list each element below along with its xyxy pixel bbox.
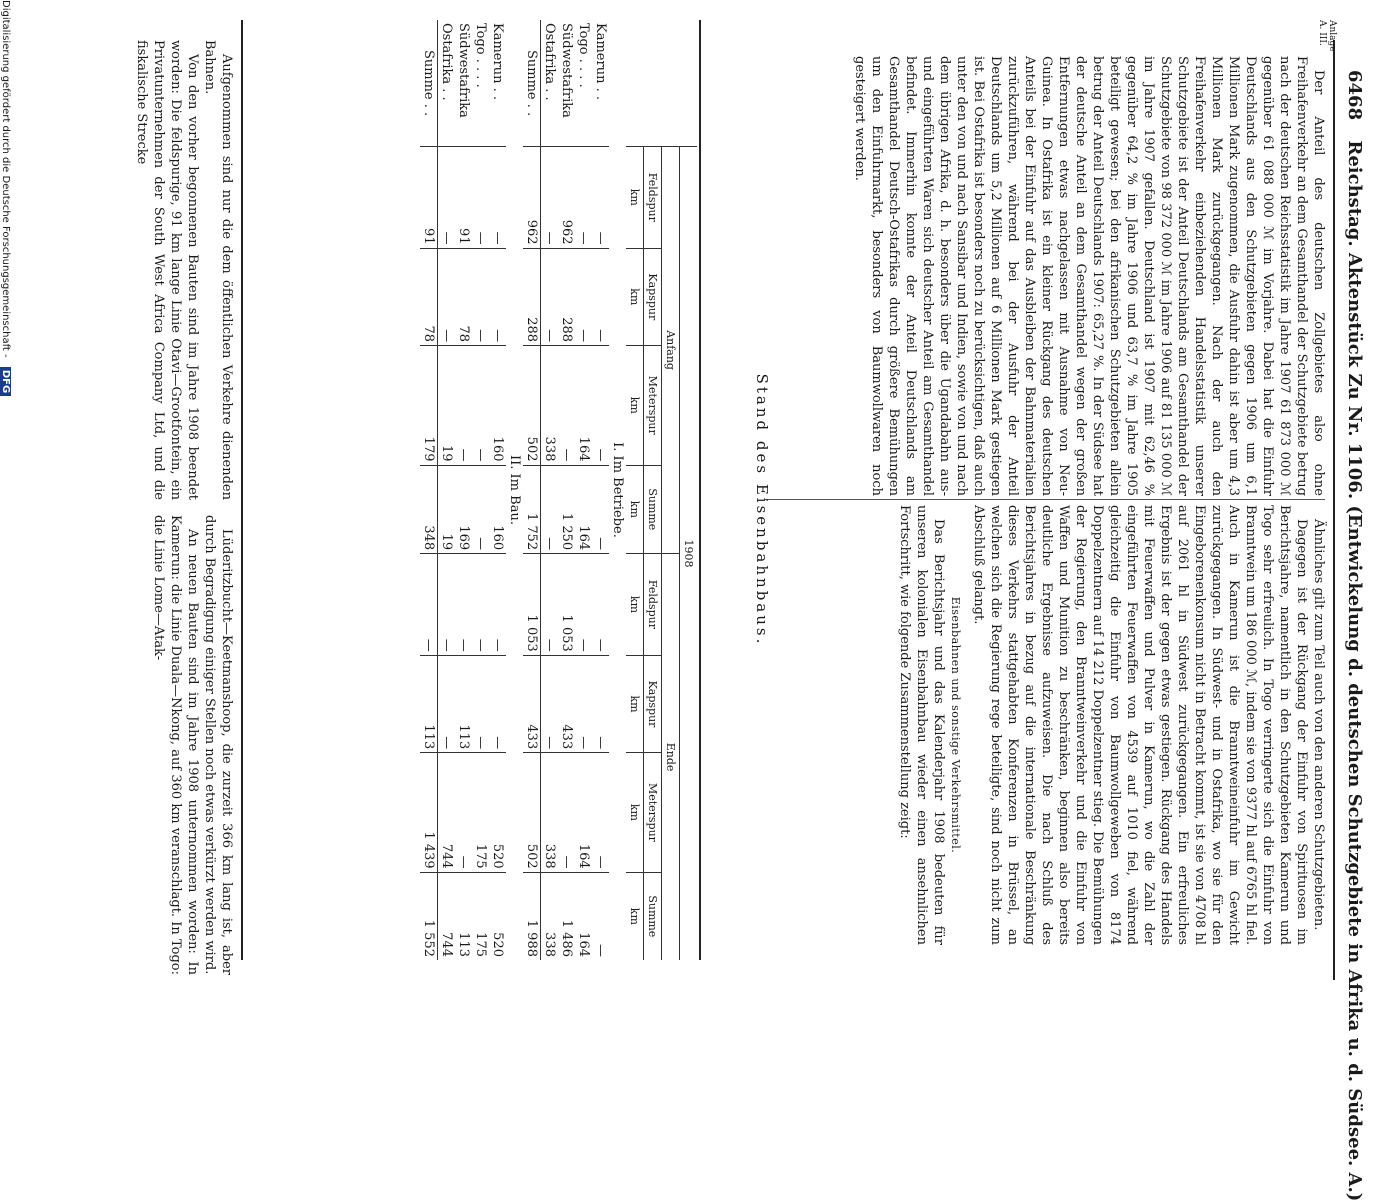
table-cell: 1 053 xyxy=(558,554,575,656)
page-number: 6468 xyxy=(1344,70,1365,121)
table-top-rule xyxy=(699,20,701,960)
table-cell: — xyxy=(455,346,472,465)
table-cell: — xyxy=(472,248,489,345)
table-cell: — xyxy=(472,554,489,656)
table-cell: — xyxy=(558,753,575,872)
table-cell: 113 xyxy=(420,655,438,752)
paragraph: Dagegen ist der Rückgang der Einfuhr von Spirituosen im Berichtsjahre, namentlich in den Schutzgebieten Kamerun und Togo sehr erfreulich. In Togo verringerte sich die Einfuhr von Branntwein um 186 000 ℳ, indem sie von 9377 hl auf 6765 hl fiel. Auch in Kamerun ist die Branntweineinfuhr im Gewicht zurückgegangen. In Südwest- und in Ostafrika, wo sie für den Eingeborenenkonsum nicht in Betracht kommt, ist sie von 4708 hl auf 2061 hl in Südwest zurückgegangen. Ein erfreuliches Ergebnis ist der gegen etwas gestiegen. Rückgang des Handels mit Feuerwaffen und Pulver in Kamerun, wo die Zahl der eingeführten Feuerwaffen von 4539 auf 1010 fiel, während gleichzeitig die Einfuhr von Baumwollgeweben von 8174 Doppelzentnern auf 14 212 Doppelzentner stieg. Die Bemühungen der Regierung, den Branntweinverkehr und die Einfuhr von Waffen und Munition zu beschränken, beginnen also bereits deutliche Ergebnisse aufzuweisen. Die nach Schluß des Berichtsjahres in bezug auf die internationale Beschränkung dieses Verkehrs stattgehabten Konferenzen in Brüssel, an welchen sich die Regierung rege beteiligte, sind noch nicht zum Abschluß gelangt. xyxy=(971,505,1309,945)
table-cell: 433 xyxy=(558,655,575,752)
table-cell: 962 xyxy=(523,147,541,249)
column-header: Feldspur xyxy=(644,554,662,656)
year-heading: 1908 xyxy=(680,147,698,961)
bottom-left-column xyxy=(133,40,235,500)
table-cell: — xyxy=(472,655,489,752)
table-cell: 1 053 xyxy=(523,554,541,656)
header-rule xyxy=(1333,40,1335,980)
column-header: Kapspur xyxy=(644,248,662,345)
unit-label: km xyxy=(626,346,644,465)
table-cell: 1 250 xyxy=(558,465,575,554)
table-row xyxy=(558,20,575,960)
table-cell: 744 xyxy=(438,753,456,872)
table-cell: 288 xyxy=(558,248,575,345)
table-row xyxy=(472,20,489,960)
margin-annotation: Anlage A. III. xyxy=(1317,20,1337,52)
table-cell: — xyxy=(575,248,592,345)
table-cell: — xyxy=(455,554,472,656)
table-sum-row xyxy=(523,20,541,960)
table-cell: 433 xyxy=(523,655,541,752)
table-cell: 1 552 xyxy=(420,872,438,960)
table-cell: — xyxy=(541,147,559,249)
unit-label: km xyxy=(626,248,644,345)
table-cell: — xyxy=(489,554,506,656)
table-cell: 502 xyxy=(523,346,541,465)
row-label: Summe . . xyxy=(420,20,438,147)
table-row xyxy=(455,20,472,960)
table-cell: 164 xyxy=(575,465,592,554)
table-row xyxy=(489,20,506,960)
table-cell: — xyxy=(489,248,506,345)
corner-cell xyxy=(644,20,698,147)
unit-label: km xyxy=(626,147,644,249)
table-cell: — xyxy=(592,554,609,656)
table-cell: 348 xyxy=(420,465,438,554)
column-header: Feldspur xyxy=(644,147,662,249)
table-cell: 1 988 xyxy=(523,872,541,960)
table-cell: 338 xyxy=(541,753,559,872)
table-cell: — xyxy=(489,147,506,249)
table-cell: 520 xyxy=(489,753,506,872)
paragraph: Lüderitzbucht—Keetmanshoop, die zurzeit 366 km lang ist, aber durch Begradigung einiger Stellen noch etwas verkürzt werden wird. xyxy=(202,515,234,975)
right-text-column xyxy=(896,505,1327,945)
table-cell: — xyxy=(592,655,609,752)
row-label: Togo . . . . xyxy=(576,23,591,88)
table-cell: — xyxy=(575,554,592,656)
column-header: Summe xyxy=(644,872,662,960)
table-cell: 78 xyxy=(420,248,438,345)
table-cell: — xyxy=(541,465,559,554)
column-header: Kapspur xyxy=(644,655,662,752)
table-cell: 91 xyxy=(420,147,438,249)
table-cell: 338 xyxy=(541,872,559,960)
table-sum-row xyxy=(420,20,438,960)
table-cell: — xyxy=(592,346,609,465)
digitization-footer xyxy=(0,0,11,1000)
unit-spacer xyxy=(626,20,644,147)
table-cell: 502 xyxy=(523,753,541,872)
row-label: Südwestafrika xyxy=(456,23,471,118)
unit-label: km xyxy=(626,753,644,872)
table-cell: 744 xyxy=(438,872,456,960)
paragraph: Von den vorher begonnenen Bauten sind im Jahre 1908 beendet worden: Die feldspurige, 91 km lange Linie Otavi—Grootfontein, ein Privatunternehmen der South West Africa Company Ltd, und die fiskalische Strecke xyxy=(134,40,200,500)
unit-label: km xyxy=(626,655,644,752)
table-cell: 164 xyxy=(575,753,592,872)
table-cell: — xyxy=(472,346,489,465)
table-cell: 1 752 xyxy=(523,465,541,554)
row-label: Kamerun . . xyxy=(593,23,608,100)
footer-text: Digitalisierung gefördert durch die Deutsche Forschungsgemeinschaft - xyxy=(0,0,11,358)
table-cell: — xyxy=(558,346,575,465)
section-heading: II. Im Bau. xyxy=(507,455,522,525)
column-header: Meterspur xyxy=(644,346,662,465)
table-cell: — xyxy=(541,655,559,752)
bottom-right-column xyxy=(150,515,235,975)
table-cell: — xyxy=(489,655,506,752)
table-cell: 160 xyxy=(489,346,506,465)
group-end-heading: Ende xyxy=(662,554,680,960)
dfg-logo: DFG xyxy=(0,367,11,396)
table-cell: 164 xyxy=(575,872,592,960)
paragraph: Aufgenommen sind nur die dem öffentlichen Verkehre dienenden Bahnen. xyxy=(202,40,234,500)
table-cell: 1 439 xyxy=(420,753,438,872)
table-cell: 179 xyxy=(420,346,438,465)
table-cell: — xyxy=(592,465,609,554)
row-label: Südwestafrika xyxy=(559,23,574,118)
table-cell: — xyxy=(438,554,456,656)
table-row xyxy=(541,20,559,960)
table-cell: — xyxy=(541,554,559,656)
table-cell: — xyxy=(420,554,438,656)
table-body xyxy=(420,20,626,960)
table-cell: — xyxy=(592,248,609,345)
table-cell: 175 xyxy=(472,872,489,960)
table-cell: — xyxy=(592,872,609,960)
paragraph: Ähnliches gilt zum Teil auch von den anderen Schutzgebieten. xyxy=(1311,519,1326,931)
page-title: Reichstag. Aktenstück Zu Nr. 1106. (Entwickelung d. deutschen Schutzgebiete in Afrika u. d. Südsee. A.) xyxy=(1344,140,1365,1201)
table-cell: 164 xyxy=(575,346,592,465)
table-cell: 175 xyxy=(472,753,489,872)
table-cell: 19 xyxy=(438,465,456,554)
table-cell: — xyxy=(472,147,489,249)
table-cell: — xyxy=(438,248,456,345)
railway-table xyxy=(420,20,697,960)
unit-label: km xyxy=(626,554,644,656)
row-label: Ostafrika . . xyxy=(542,23,557,101)
row-label: Ostafrika . . xyxy=(439,23,454,101)
paragraph: Das Berichtsjahr und das Kalenderjahr 1908 bedeuten für unseren kolonialen Eisenbahnbau wieder einen ansehnlichen Fortschritt, wie folgende Zusammenstellung zeigt: xyxy=(897,505,946,945)
table-cell: — xyxy=(438,147,456,249)
table-cell: 91 xyxy=(455,147,472,249)
column-header: Summe xyxy=(644,465,662,554)
table-title: Stand des Eisenbahnbaus. xyxy=(753,373,771,647)
table-cell: — xyxy=(472,465,489,554)
column-header: Meterspur xyxy=(644,753,662,872)
table-cell: 19 xyxy=(438,346,456,465)
table-cell: — xyxy=(575,655,592,752)
table-row xyxy=(575,20,592,960)
row-label: Kamerun . . xyxy=(490,23,505,100)
table-cell: 113 xyxy=(455,872,472,960)
paragraph: Der Anteil des deutschen Zollgebietes also ohne Freihafenverkehr an dem Gesamthandel der Schutzgebiete betrug nach der deutschen Reichsstatistik im Jahre 1907 61 873 000 ℳ gegenüber 61 088 000 ℳ im Vorjahre. Dabei hat die Einfuhr Deutschlands aus den Schutzgebieten gegen 1906 um 6,1 Millionen Mark zugenommen, die Ausfuhr dahin ist aber um 4,3 Millionen Mark zurückgegangen. Nach der auch den Freihafenverkehr einbeziehenden Handelsstatistik unserer Schutzgebiete ist der Anteil Deutschlands am Gesamthandel der Schutzgebiete von 98 372 000 ℳ im Jahre 1906 auf 81 135 000 ℳ im Jahre 1907 gefallen. Deutschland ist 1907 mit 62,46 % gegenüber 64,2 % im Jahre 1906 und 63,7 % im Jahre 1905 beteiligt gewesen; bei den afrikanischen Schutzgebieten allein betrug der Anteil Deutschlands 1907: 65,27 %. In der Südsee hat der deutsche Anteil an dem Gesamthandel wegen der großen Entfernungen etwas nachgelassen mit Ausnahme von Neu-Guinea. In Ostafrika ist ein kleiner Rückgang des deutschen Anteils bei der Einfuhr auf das Ausbleiben der Bahnmaterialien zurückzuführen, während bei der Ausfuhr der Anteil Deutschlands um 5,2 Millionen auf 6 Millionen Mark gestiegen ist. Bei Ostafrika ist besonders noch zu berücksichtigen, daß auch unter den von und nach Sansibar und Indien, sowie von und nach dem übrigen Afrika, d. h. besonders über die Ugandabahn aus- und eingeführten Waren sich deutscher Anteil am Gesamthandel befindet. Immerhin konnte der Anteil Deutschlands am Gesamthandel Deutsch-Ostafrikas durch größere Bemühungen um den Einfuhrmarkt, besonders von Baumwollwaren noch gesteigert werden. xyxy=(852,56,1326,496)
table-cell: 160 xyxy=(489,465,506,554)
section-heading: I. Im Betriebe. xyxy=(610,442,625,538)
table-cell: 78 xyxy=(455,248,472,345)
table-cell: — xyxy=(541,248,559,345)
table-cell: 288 xyxy=(523,248,541,345)
unit-label: km xyxy=(626,872,644,960)
table-cell: — xyxy=(455,753,472,872)
table-cell: — xyxy=(575,147,592,249)
group-start-heading: Anfang xyxy=(662,147,680,554)
table-cell: — xyxy=(592,147,609,249)
table-cell: 338 xyxy=(541,346,559,465)
section-subheading: Eisenbahnen und sonstige Verkehrsmittel. xyxy=(949,596,962,854)
table-cell: — xyxy=(438,655,456,752)
table-cell: — xyxy=(592,753,609,872)
unit-label: km xyxy=(626,465,644,554)
table-row xyxy=(592,20,609,960)
left-text-column xyxy=(851,56,1327,496)
table-cell: 1 486 xyxy=(558,872,575,960)
paragraph: An neuen Bauten sind im Jahre 1908 unternommen worden: In Kamerun: die Linie Duala—Nkong, auf 360 km veranschlagt. In Togo: die Linie Lome—Atak- xyxy=(151,515,200,975)
table-cell: 169 xyxy=(455,465,472,554)
table-cell: 962 xyxy=(558,147,575,249)
table-cell: 113 xyxy=(455,655,472,752)
row-label: Summe . . xyxy=(523,20,541,147)
table-cell: 520 xyxy=(489,872,506,960)
row-label: Togo . . . . xyxy=(473,23,488,88)
page-header xyxy=(1344,70,1365,1201)
table-bottom-rule xyxy=(241,20,243,960)
table-row xyxy=(438,20,456,960)
column-divider xyxy=(765,499,1325,500)
